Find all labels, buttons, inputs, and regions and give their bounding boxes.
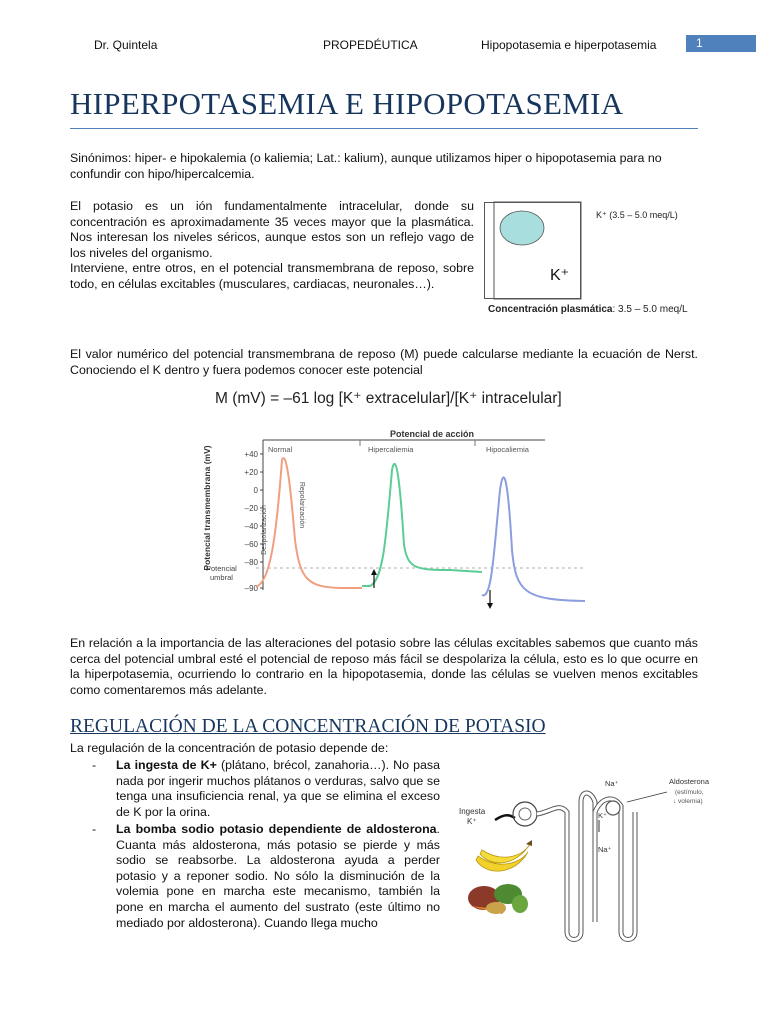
bullet-item-2: La bomba sodio potasio dependiente de aldosterona. Cuanta más aldosterona, más potasio se pierde y más sodio se reabsorbe. La aldosterona ayuda a perder potasio y a reponer sodio. No sólo la disminución de la volemia pone en marcha este mecanismo, también la pone en marcha el aumento del sustrato (este último no mediado por aldosterona). Cuando llega mucho <box>116 822 440 930</box>
regulation-intro: La regulación de la concentración de potasio depende de: <box>70 741 389 755</box>
synonyms-paragraph: Sinónimos: hiper- e hipokalemia (o kaliemia; Lat.: kalium), aunque utilizamos hiper o hipopotasemia para no confundir con hipo/hipercalcemia. <box>70 151 662 181</box>
potassium-paragraph-text-2: Interviene, entre otros, en el potencial transmembrana de reposo, sobre todo, en células excitables (musculares, cardiacas, neuronales…). <box>70 261 474 291</box>
aldosterone-sub-1: (estímulo, <box>675 789 704 796</box>
na-side-label: Na⁺ <box>598 845 612 854</box>
header-course: PROPEDÉUTICA <box>323 38 418 52</box>
y-tick-label: +20 <box>244 468 258 477</box>
k-label: K⁺ <box>598 811 607 820</box>
nernst-equation: M (mV) = –61 log [K⁺ extracelular]/[K⁺ intracelular] <box>215 390 562 407</box>
glomerulus <box>513 802 537 826</box>
threshold-label-1: Potencial <box>206 564 237 573</box>
intake-label-1: Ingesta <box>459 807 486 816</box>
y-tick-label: 0 <box>253 486 258 495</box>
header-topic: Hipopotasemia e hiperpotasemia <box>481 38 657 52</box>
y-axis-title: Potencial transmembrana (mV) <box>202 445 212 571</box>
potassium-paragraph-text: El potasio es un ión fundamentalmente intracelular, donde su concentración es aproximadamente 35 veces mayor que la plasmática. Nos interesan los niveles séricos, aunque estos son un reflejo vago de los niveles del organismo. <box>70 199 474 260</box>
panel-label-hypocaliemia: Hipocaliemia <box>486 445 529 454</box>
normal-curve <box>253 458 362 588</box>
collecting-duct-top <box>606 801 620 815</box>
bullet-dash-1: - <box>92 758 97 772</box>
action-potential-chart <box>190 420 600 610</box>
y-tick-label: –80 <box>244 558 258 567</box>
panel-label-normal: Normal <box>268 445 293 454</box>
y-tick-label: –60 <box>244 540 258 549</box>
kidney-nephron-diagram <box>455 772 755 952</box>
potassium-ion-label: K⁺ <box>550 267 570 284</box>
repolarization-label: Repolarización <box>298 481 305 529</box>
page-title: HIPERPOTASEMIA E HIPOPOTASEMIA <box>70 86 624 121</box>
page-number-badge: 1 <box>686 35 756 52</box>
nernst-paragraph: El valor numérico del potencial transmembrana de reposo (M) puede calcularse mediante la ecuación de Nerst. Conociendo el K dentro y fuera podemos conocer este potencial <box>70 347 698 377</box>
intake-arrow <box>495 815 515 820</box>
depolarization-label: Despolarización <box>261 505 268 555</box>
y-tick-label: –40 <box>244 522 258 531</box>
hypercaliemia-curve <box>362 464 482 586</box>
intake-label-2: K⁺ <box>467 817 477 826</box>
aldosterone-label: Aldosterona <box>669 777 710 786</box>
aldosterone-sub-2: ↓ volemia) <box>673 798 703 805</box>
y-tick-label: –90 <box>244 584 258 593</box>
excitability-paragraph: En relación a la importancia de las alteraciones del potasio sobre las células excitables sabemos que cuanto más cerca del potencial umbral esté el potencial de reposo más fácil se despolariza la célula, esto es lo que ocurre en la hiperpotasemia, ocurriendo lo contrario en la hipopotasemia, donde las células se vuelven menos excitables como comentaremos más adelante. <box>70 636 698 697</box>
concentration-caption: Concentración plasmática: 3.5 – 5.0 meq/L <box>488 304 688 315</box>
potassium-range-label: K⁺ (3.5 – 5.0 meq/L) <box>596 210 678 220</box>
hypocaliemia-curve <box>482 477 585 601</box>
bullet-item-1: La ingesta de K+ (plátano, brécol, zanahoria…). No pasa nada por ingerir muchos plátanos o verduras, salvo que se tenga una insuficiencia renal, ya que se elimina el exceso de K por la orina. <box>116 758 441 819</box>
y-tick-label: –20 <box>244 504 258 513</box>
chart-title: Potencial de acción <box>390 429 475 439</box>
threshold-label-2: umbral <box>210 573 233 582</box>
bullet-dash-2: - <box>92 822 97 836</box>
section-heading-regulation: REGULACIÓN DE LA CONCENTRACIÓN DE POTASIO <box>70 716 546 737</box>
header-author: Dr. Quintela <box>94 38 158 52</box>
panel-label-hypercaliemia: Hipercaliemia <box>368 445 414 454</box>
title-divider <box>70 128 698 129</box>
na-top-label: Na⁺ <box>605 779 619 788</box>
potassium-paragraph <box>70 199 474 293</box>
y-tick-label: +40 <box>244 450 258 459</box>
